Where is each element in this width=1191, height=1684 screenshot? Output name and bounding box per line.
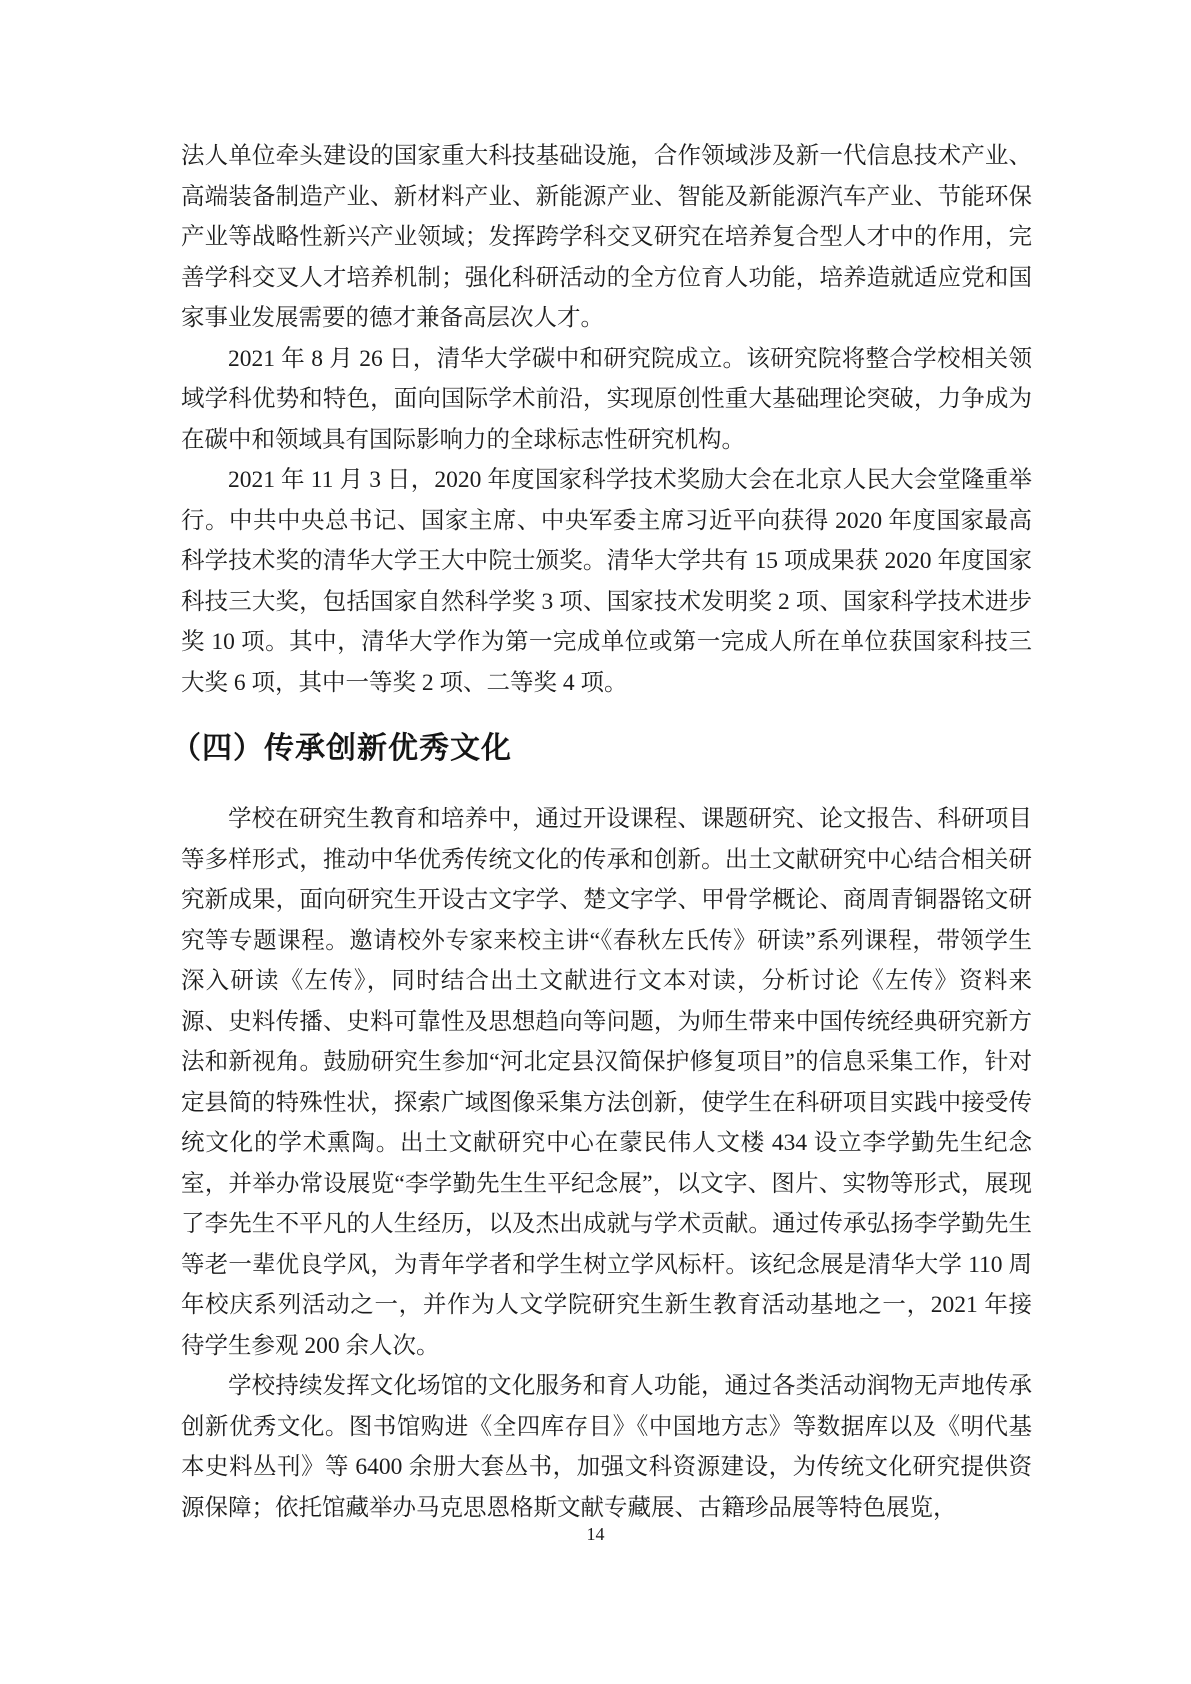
paragraph-culture-inheritance: 学校在研究生教育和培养中，通过开设课程、课题研究、论文报告、科研项目等多样形式，推动中华优秀传统文化的传承和创新。出土文献研究中心结合相关研究新成果，面向研究生开设古文字学、楚文字学、甲骨学概论、商周青铜器铭文研究等专题课程。邀请校外专家来校主讲“《春秋左氏传》研读”系列课程，带领学生深入研读《左传》，同时结合出土文献进行文本对读，分析讨论《左传》资料来源、史料传播、史料可靠性及思想趋向等问题，为师生带来中国传统经典研究新方法和新视角。鼓励研究生参加“河北定县汉简保护修复项目”的信息采集工作，针对定县简的特殊性状，探索广域图像采集方法创新，使学生在科研项目实践中接受传统文化的学术熏陶。出土文献研究中心在蒙民伟人文楼 434 设立李学勤先生纪念室，并举办常设展览“李学勤先生生平纪念展”，以文字、图片、实物等形式，展现了李先生不平凡的人生经历，以及杰出成就与学术贡献。通过传承弘扬李学勤先生等老一辈优良学风，为青年学者和学生树立学风标杆。该纪念展是清华大学 110 周年校庆系列活动之一，并作为人文学院研究生新生教育活动基地之一，2021 年接待学生参观 200 余人次。 — [181, 806, 1032, 1359]
paragraph-cultural-venues: 学校持续发挥文化场馆的文化服务和育人功能，通过各类活动润物无声地传承创新优秀文化。图书馆购进《全四库存目》《中国地方志》等数据库以及《明代基本史料丛刊》等 6400 余册大套丛书，加强文科资源建设，为传统文化研究提供资源保障；依托馆藏举办马克思恩格斯文献专藏展、古籍珍品展等特色展览， — [181, 1373, 1032, 1521]
page-number: 14 — [586, 1524, 605, 1544]
paragraph-science-awards: 2021 年 11 月 3 日，2020 年度国家科学技术奖励大会在北京人民大会堂隆重举行。中共中央总书记、国家主席、中央军委主席习近平向获得 2020 年度国家最高科学技术奖的清华大学王大中院士颁奖。清华大学共有 15 项成果获 2020 年度国家科技三大奖，包括国家自然科学奖 3 项、国家技术发明奖 2 项、国家科学技术进步奖 10 项。其中，清华大学作为第一完成单位或第一完成人所在单位获国家科技三大奖 6 项，其中一等奖 2 项、二等奖 4 项。 — [181, 467, 1032, 696]
page-body — [171, 136, 1032, 1528]
section-heading-4: （四）传承创新优秀文化 — [171, 732, 512, 765]
paragraph-carbon-institute: 2021 年 8 月 26 日，清华大学碳中和研究院成立。该研究院将整合学校相关领域学科优势和特色，面向国际学术前沿，实现原创性重大基础理论突破，力争成为在碳中和领域具有国际影响力的全球标志性研究机构。 — [181, 345, 1032, 453]
paragraph-continuation: 法人单位牵头建设的国家重大科技基础设施，合作领域涉及新一代信息技术产业、高端装备制造产业、新材料产业、新能源产业、智能及新能源汽车产业、节能环保产业等战略性新兴产业领域；发挥跨学科交叉研究在培养复合型人才中的作用，完善学科交叉人才培养机制；强化科研活动的全方位育人功能，培养造就适应党和国家事业发展需要的德才兼备高层次人才。 — [181, 143, 1032, 331]
